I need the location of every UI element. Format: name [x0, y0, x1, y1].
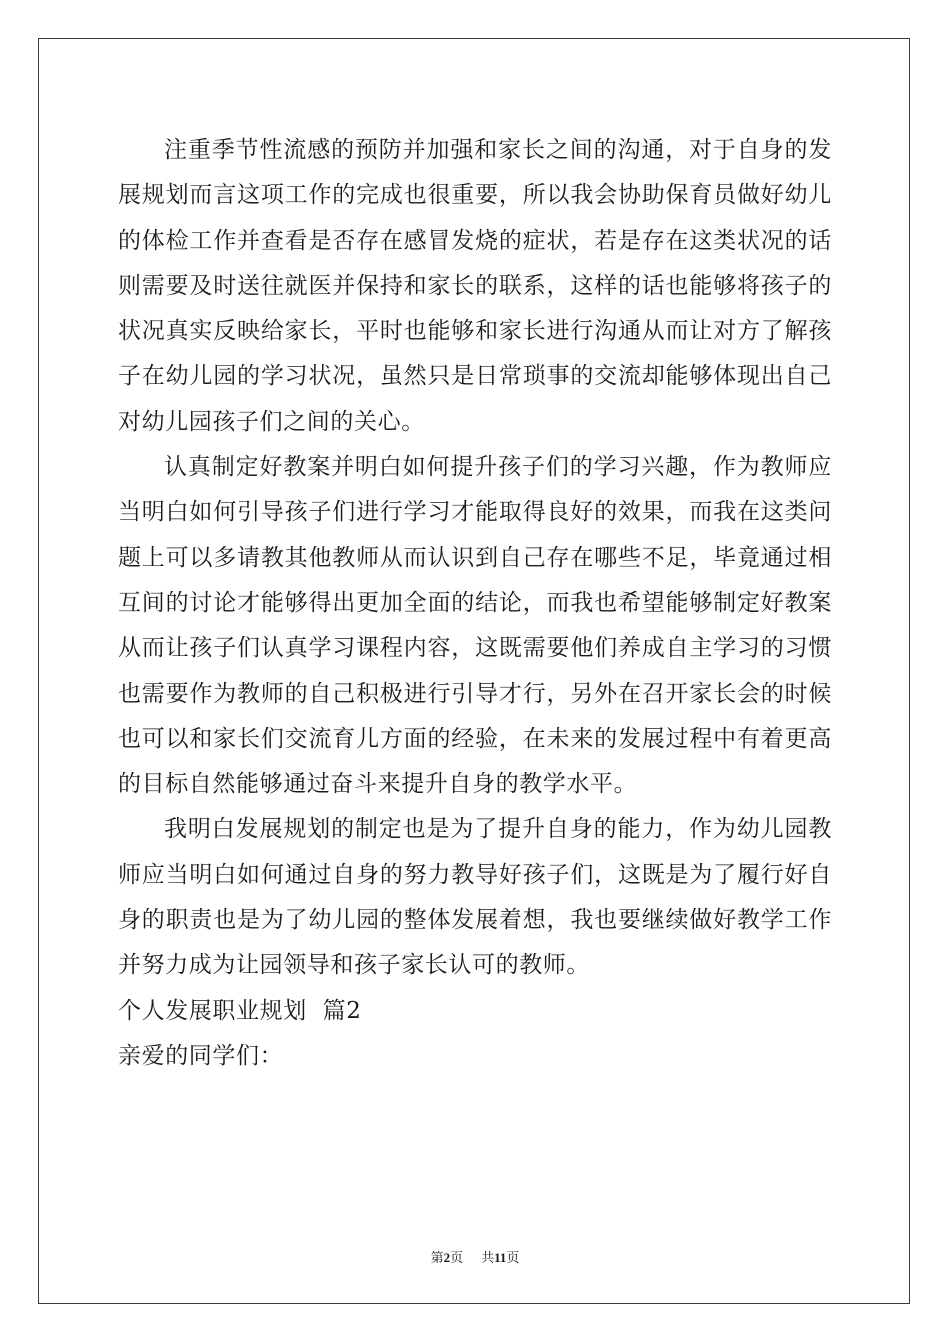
page-number: 2	[443, 1250, 451, 1265]
page-suffix: 页	[450, 1251, 464, 1266]
document-body	[118, 128, 832, 1079]
page-footer	[0, 1247, 950, 1266]
section-heading: 个人发展职业规划 篇2	[118, 997, 362, 1024]
salutation: 亲爱的同学们：	[118, 1042, 284, 1069]
total-pages: 11	[494, 1250, 507, 1265]
total-prefix: 共	[481, 1251, 495, 1266]
paragraph-2: 认真制定好教案并明白如何提升孩子们的学习兴趣，作为教师应当明白如何引导孩子们进行学习才能取得良好的效果，而我在这类问题上可以多请教其他教师从而认识到自己存在哪些不足，毕竟通过相互间的讨论才能够得出更加全面的结论，而我也希望能够制定好教案从而让孩子们认真学习课程内容，这既需要他们养成自主学习的习惯也需要作为教师的自己积极进行引导才行，另外在召开家长会的时候也可以和家长们交流育儿方面的经验，在未来的发展过程中有着更高的目标自然能够通过奋斗来提升自身的教学水平。	[118, 454, 832, 798]
page-prefix: 第	[430, 1251, 444, 1266]
paragraph-3: 我明白发展规划的制定也是为了提升自身的能力，作为幼儿园教师应当明白如何通过自身的努力教导好孩子们，这既是为了履行好自身的职责也是为了幼儿园的整体发展着想，我也要继续做好教学工作并努力成为让园领导和孩子家长认可的教师。	[118, 816, 832, 979]
total-suffix: 页	[506, 1251, 520, 1266]
paragraph-1: 注重季节性流感的预防并加强和家长之间的沟通，对于自身的发展规划而言这项工作的完成也很重要，所以我会协助保育员做好幼儿的体检工作并查看是否存在感冒发烧的症状，若是存在这类状况的话则需要及时送往就医并保持和家长的联系，这样的话也能够将孩子的状况真实反映给家长，平时也能够和家长进行沟通从而让对方了解孩子在幼儿园的学习状况，虽然只是日常琐事的交流却能够体现出自己对幼儿园孩子们之间的关心。	[118, 137, 832, 435]
